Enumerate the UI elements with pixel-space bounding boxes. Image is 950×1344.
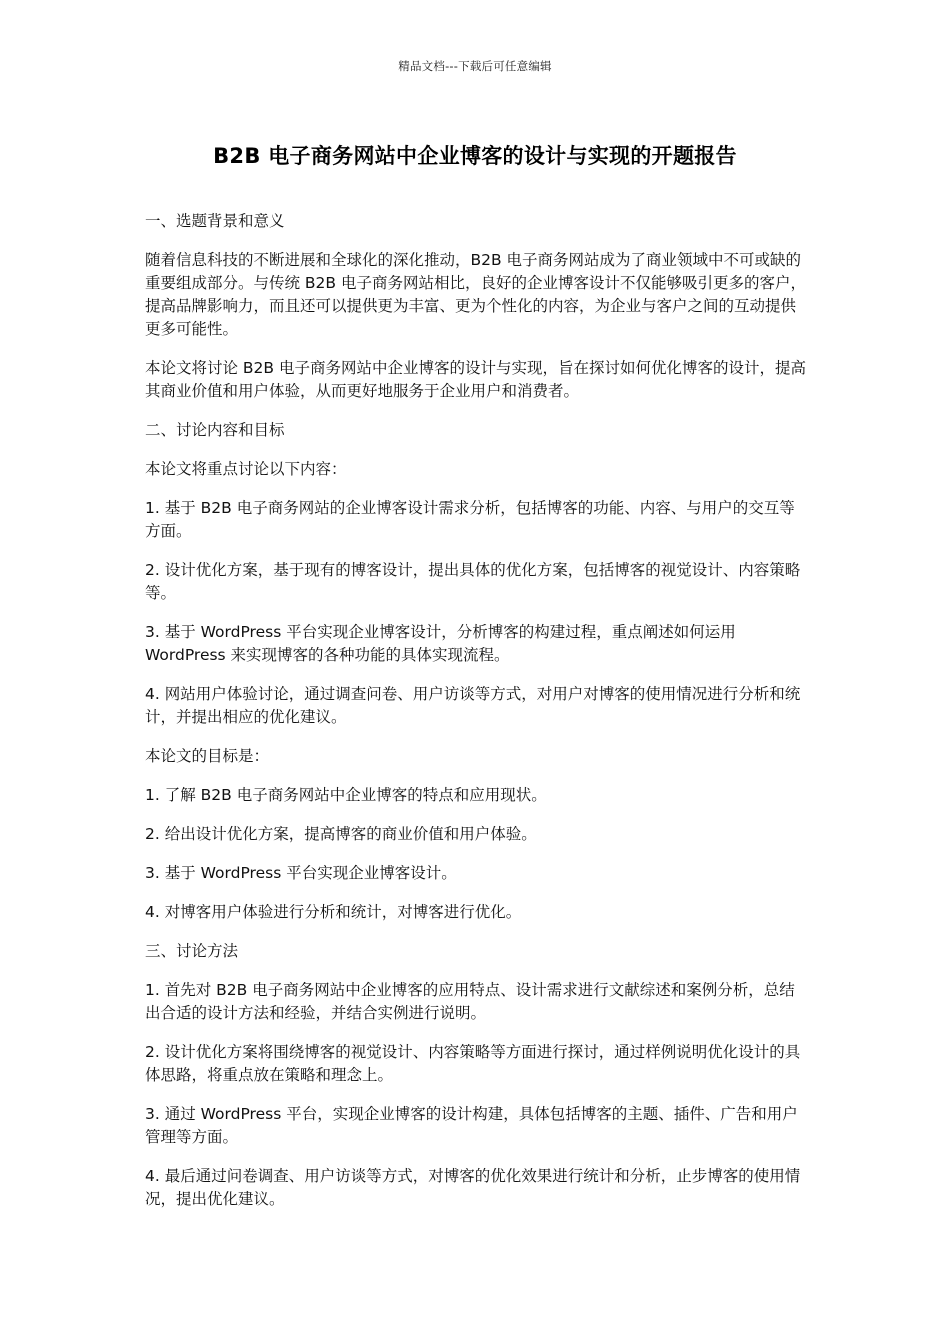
goal-item-4: 4. 对博客用户体验进行分析和统计，对博客进行优化。 bbox=[145, 903, 522, 921]
section-heading-content-goals: 二、讨论内容和目标 bbox=[145, 421, 285, 439]
document-title: B2B 电子商务网站中企业博客的设计与实现的开题报告 bbox=[213, 144, 737, 168]
goal-item-2: 2. 给出设计优化方案，提高博客的商业价值和用户体验。 bbox=[145, 825, 537, 843]
goal-item-1: 1. 了解 B2B 电子商务网站中企业博客的特点和应用现状。 bbox=[145, 786, 547, 804]
goal-item-3: 3. 基于 WordPress 平台实现企业博客设计。 bbox=[145, 864, 457, 882]
document-body bbox=[145, 210, 809, 1227]
method-item-4: 4. 最后通过问卷调查、用户访谈等方式，对博客的优化效果进行统计和分析，止步博客的使用情况，提出优化建议。 bbox=[145, 1167, 801, 1208]
method-item-3: 3. 通过 WordPress 平台，实现企业博客的设计构建，具体包括博客的主题、插件、广告和用户管理等方面。 bbox=[145, 1105, 798, 1146]
content-item-4: 4. 网站用户体验讨论，通过调查问卷、用户访谈等方式，对用户对博客的使用情况进行分析和统计，并提出相应的优化建议。 bbox=[145, 685, 801, 726]
background-paragraph-1: 随着信息科技的不断进展和全球化的深化推动，B2B 电子商务网站成为了商业领域中不可或缺的重要组成部分。与传统 B2B 电子商务网站相比，良好的企业博客设计不仅能够吸引更多的客户，提高品牌影响力，而且还可以提供更为丰富、更为个性化的内容，为企业与客户之间的互动提供更多可能性。 bbox=[145, 251, 806, 338]
background-paragraph-2: 本论文将讨论 B2B 电子商务网站中企业博客的设计与实现，旨在探讨如何优化博客的设计，提高其商业价值和用户体验，从而更好地服务于企业用户和消费者。 bbox=[145, 359, 806, 400]
header-note: 精品文档---下载后可任意编辑 bbox=[398, 59, 552, 73]
goals-intro: 本论文的目标是： bbox=[145, 747, 270, 765]
section-heading-methods: 三、讨论方法 bbox=[145, 942, 239, 960]
content-item-2: 2. 设计优化方案，基于现有的博客设计，提出具体的优化方案，包括博客的视觉设计、内容策略等。 bbox=[145, 561, 801, 602]
content-intro: 本论文将重点讨论以下内容： bbox=[145, 460, 347, 478]
method-item-2: 2. 设计优化方案将围绕博客的视觉设计、内容策略等方面进行探讨，通过样例说明优化设计的具体思路，将重点放在策略和理念上。 bbox=[145, 1043, 801, 1084]
content-item-3: 3. 基于 WordPress 平台实现企业博客设计，分析博客的构建过程，重点阐述如何运用 WordPress 来实现博客的各种功能的具体实现流程。 bbox=[145, 623, 736, 664]
section-heading-background: 一、选题背景和意义 bbox=[145, 212, 285, 230]
method-item-1: 1. 首先对 B2B 电子商务网站中企业博客的应用特点、设计需求进行文献综述和案例分析，总结出合适的设计方法和经验，并结合实例进行说明。 bbox=[145, 981, 795, 1022]
content-item-1: 1. 基于 B2B 电子商务网站的企业博客设计需求分析，包括博客的功能、内容、与用户的交互等方面。 bbox=[145, 499, 795, 540]
